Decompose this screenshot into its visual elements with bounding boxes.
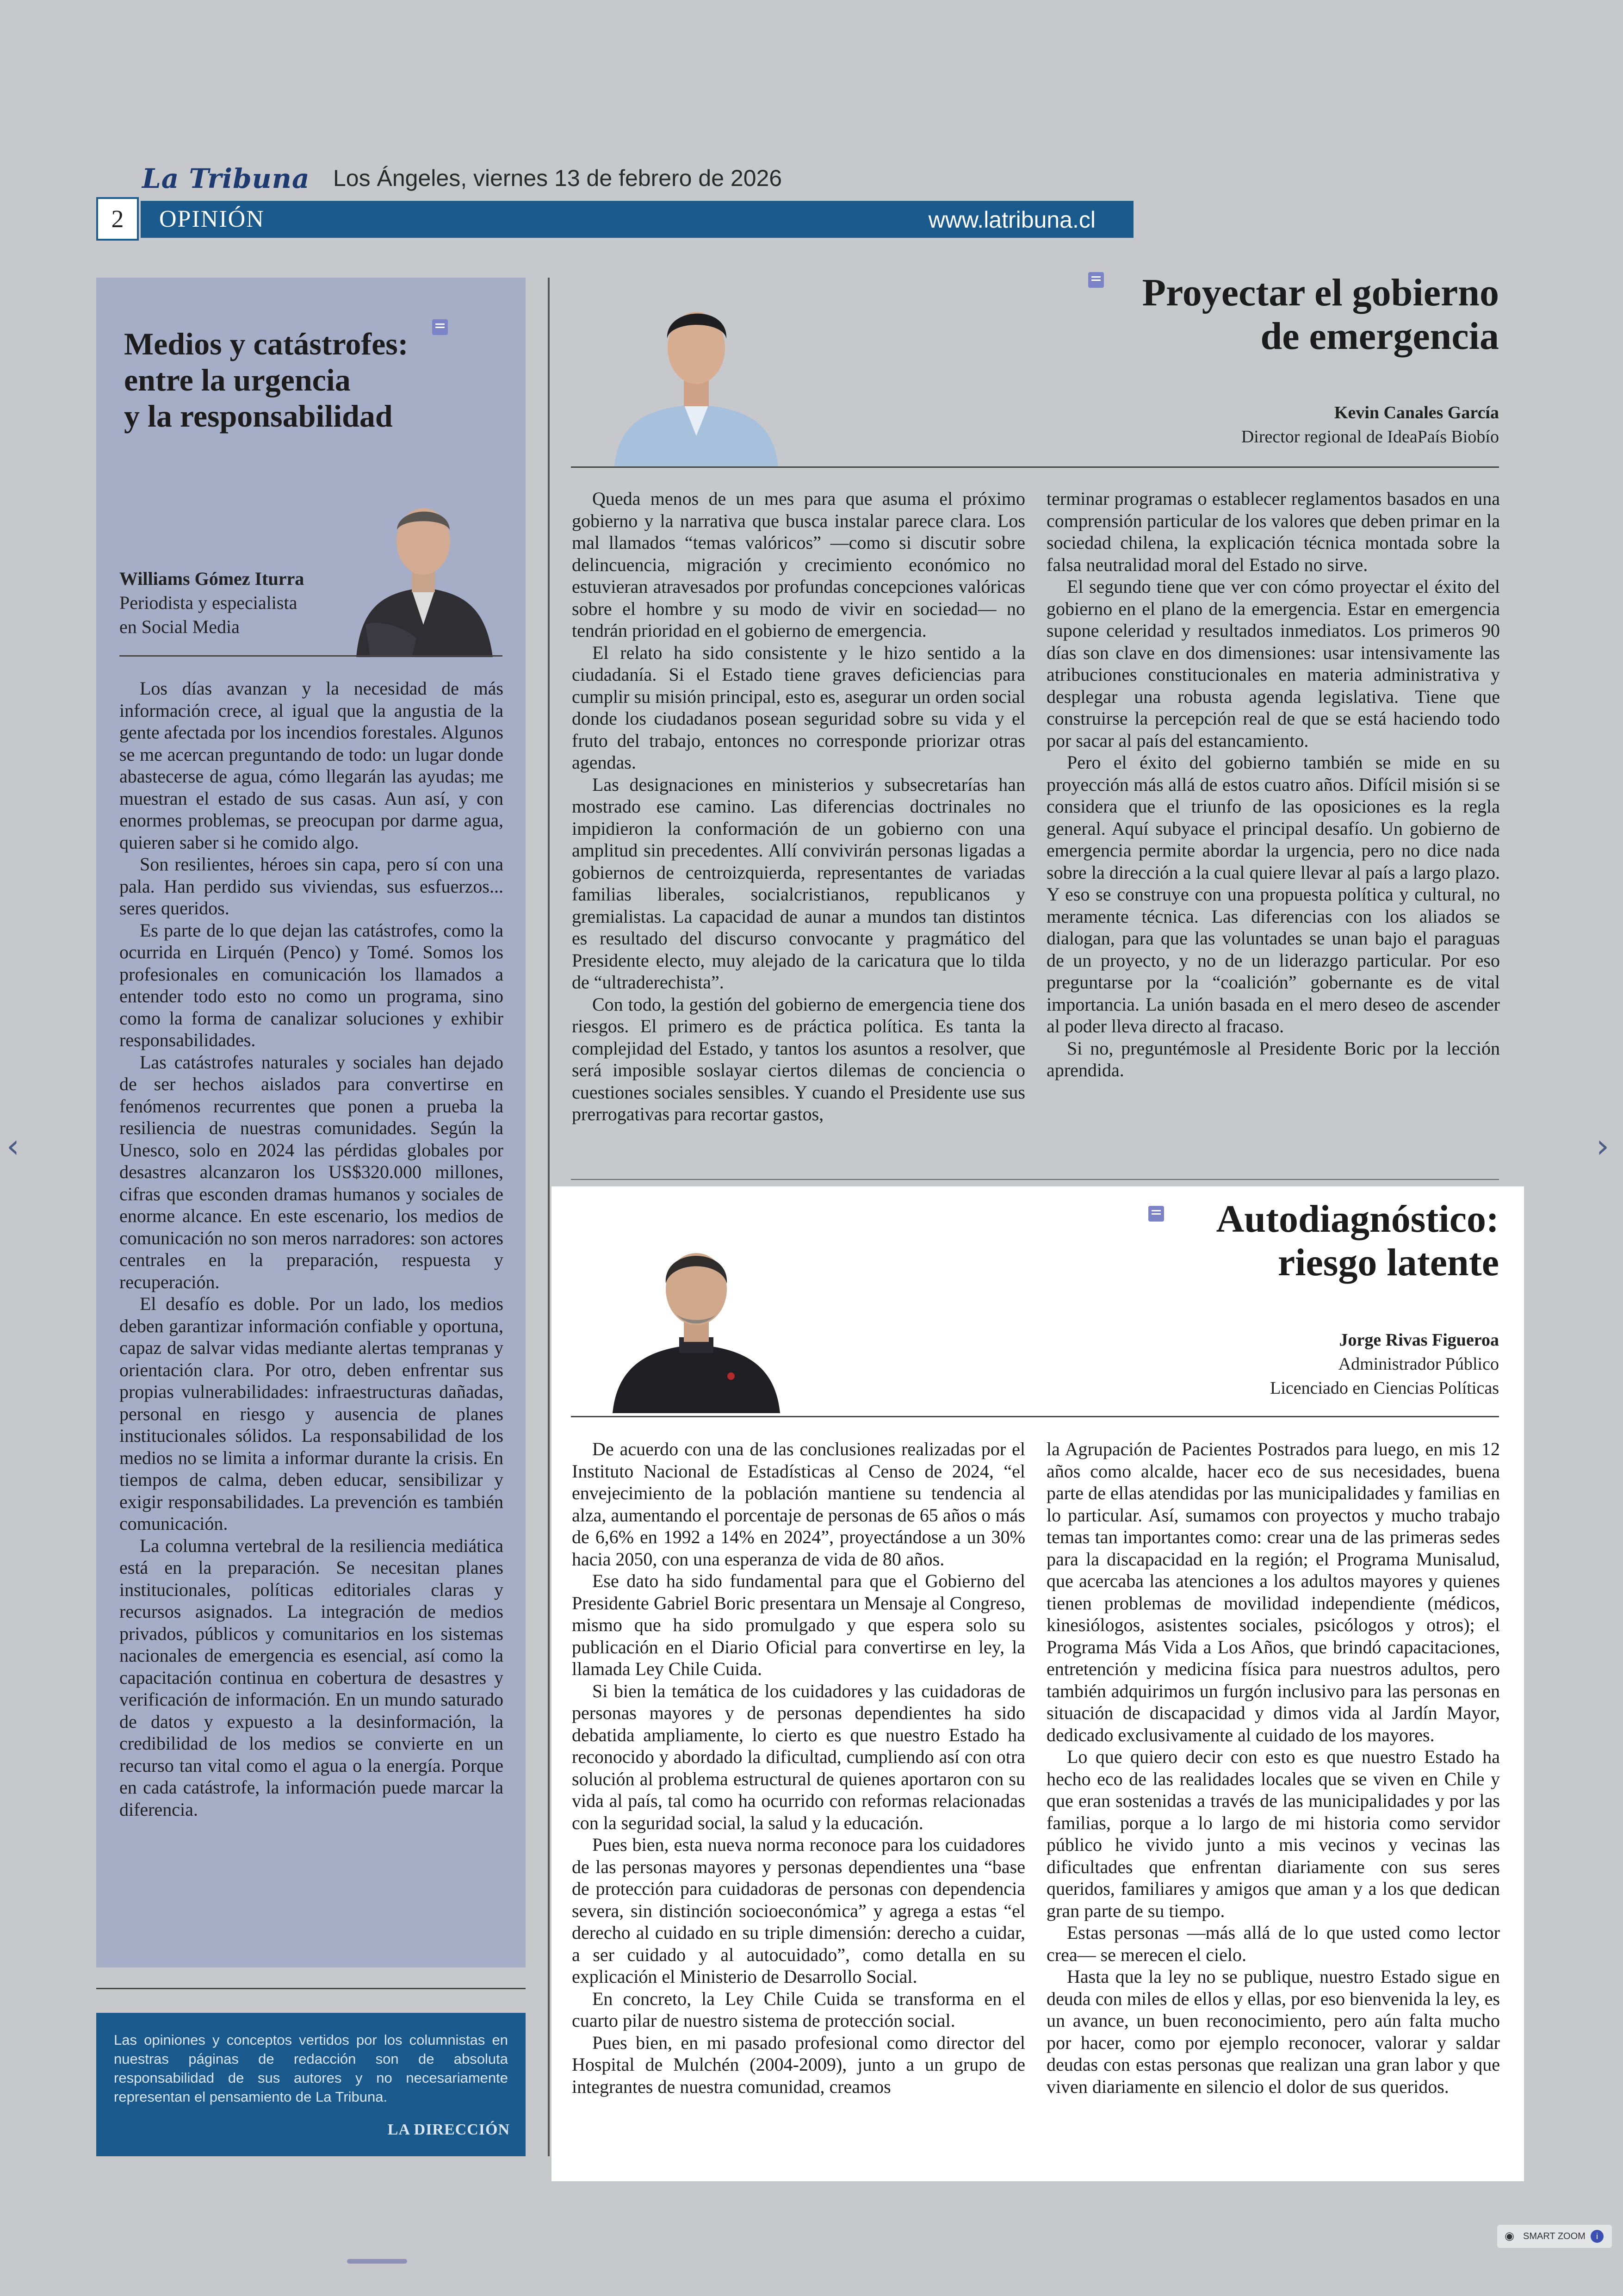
author-role: Administrador Público bbox=[1338, 1354, 1499, 1374]
eye-icon: ◉ bbox=[1505, 2229, 1514, 2242]
bottom-article-byline bbox=[1064, 1328, 1499, 1400]
smart-zoom-label: SMART ZOOM bbox=[1523, 2231, 1586, 2241]
author-name: Williams Gómez Iturra bbox=[119, 568, 304, 589]
author-role: Director regional de IdeaPaís Biobío bbox=[1241, 427, 1499, 447]
author-photo bbox=[610, 283, 783, 466]
section-title: OPINIÓN bbox=[159, 206, 265, 232]
disclaimer-signature: LA DIRECCIÓN bbox=[387, 2121, 510, 2138]
bottom-article-column-2: la Agrupación de Pacientes Postrados para luego, en mis 12 años como alcalde, hacer eco de sus necesidades, buena parte de ellas atendidas por las municipalidades y familias en lo particular. Así, sumamos con proyectos y mucho trabajo temas tan importantes como: crear una de las primeras sedes para la discapacidad en la región; el Programa Munisalud, que acercaba las atenciones a los adultos mayores y quienes tienen problemas de movilidad independiente (médicos, kinesiólogos, asistentes sociales, psicólogos y otros); el Programa Más Vida a Los Años, que brindó capacitaciones, entretención y medicina física para nuestros adultos, pero también adquirimos un furgón inclusivo para las personas en situación de discapacidad y dimos vida al Jardín Mayor, dedicado exclusivamente al cuidado de los mayores. Lo que quiero decir con esto es que nuestro Estado ha hecho eco de las realidades locales que se viven en Chile y que eran sostenidas a través de las municipalidades y por las familias, porque a lo largo de mi historia como servidor público he vivido junto a mis vecinos y vecinas las dificultades que enfrentan diariamente con sus seres queridos, familiares y amigos que aman y a los que dedican gran parte de su tiempo. Estas personas —más allá de lo que usted como lector crea— se merecen el cielo. Hasta que la ley no se publique, nuestro Estado sigue en deuda con miles de ellos y ellas, por eso bienvenida la ley, es un avance, un buen reconocimiento, pero aún falta mucho por hacer, como por ejemplo reconocer, valorar y saldar deudas con estas personas que realizan una gran labor y que viven diariamente en silencio el dolor de sus queridos. bbox=[1047, 1439, 1500, 2097]
disclaimer-text: Las opiniones y conceptos vertidos por los columnistas en nuestras páginas de redacción son de absoluta responsabilidad de sus autores y no necesariamente representan el pensamiento de La Tribuna. bbox=[114, 2032, 508, 2105]
smart-zoom-button[interactable] bbox=[1497, 2225, 1612, 2248]
divider bbox=[96, 1988, 526, 1989]
page-scrollbar[interactable] bbox=[347, 2259, 407, 2264]
top-article-column-2: terminar programas o establecer reglamentos basados en una comprensión particular de los valores que deben primar en la sociedad chilena, la explicación técnica montada sobre la falsa neutralidad moral del Estado no sirve. El segundo tiene que ver con cómo proyectar el éxito del gobierno en el plano de la emergencia. Estar en emergencia supone celeridad y resultados inmediatos. Los primeros 90 días son clave en dos dimensiones: usar intensivamente las atribuciones constitucionales en materia administrativa y desplegar una robusta agenda legislativa. Tiene que construirse la percepción real de que se está haciendo todo por sacar al país del estancamiento. Pero el éxito del gobierno también se mide en su proyección más allá de estos cuatro años. Difícil misión si se considera que el triunfo de las oposiciones es la regla general. Aquí subyace el principal desafío. Un gobierno de emergencia permite abordar la urgencia, pero no dice nada sobre la dirección a la cual quiere llevar al país a largo plazo. Y eso se construye con una propuesta política y cultural, no meramente técnica. Las diferencias con los aliados se dialogan, para que las voluntades se unan bajo el paraguas de un proyecto, y no de un liderazgo particular. Por eso preguntarse por la “coalición” gobernante es de vital importancia. La unión basada en el mero deseo de ascender al poder lleva directo al fracaso. Si no, preguntémosle al Presidente Boric por la lección aprendida. bbox=[1047, 488, 1500, 1080]
previous-page-icon[interactable]: ‹ bbox=[6, 1127, 19, 1165]
next-page-icon[interactable]: › bbox=[1596, 1127, 1609, 1165]
divider bbox=[119, 655, 502, 657]
left-article-byline bbox=[119, 567, 304, 639]
section-header bbox=[96, 197, 1096, 241]
author-photo bbox=[347, 486, 500, 657]
author-role: en Social Media bbox=[119, 616, 240, 637]
divider bbox=[571, 1179, 1499, 1180]
divider bbox=[571, 466, 1499, 468]
top-article-column-1: Queda menos de un mes para que asuma el próximo gobierno y la narrativa que busca instalar parece clara. Los mal llamados “temas valóricos” —como si discutir sobre delincuencia, migración y crecimiento económico no estuvieran atravesados por profundas concepciones valóricas sobre el hombre y su modo de vivir en sociedad— no tendrán prioridad en el gobierno de emergencia. El relato ha sido consistente y le hizo sentido a la ciudadanía. Si el Estado tiene graves deficiencias para cumplir su misión principal, esto es, asegurar un orden social donde los ciudadanos posean seguridad sobre su vida y el fruto del trabajo, entonces no corresponde priorizar otras agendas. Las designaciones en ministerios y subsecretarías han mostrado ese camino. Las diferencias doctrinales no impidieron la conformación de un gobierno con una amplitud sin precedentes. Allí convivirán personas ligadas a gobiernos de centroizquierda, representantes de variadas familias liberales, socialcristianos, republicanos y gremialistas. La capacidad de aunar a mundos tan distintos es resultado del discurso convocante y pragmático del Presidente electo, muy alejado de la caricatura que lo tilda de “ultraderechista”. Con todo, la gestión del gobierno de emergencia tiene dos riesgos. El primero es de práctica política. Es tanta la complejidad del Estado, y tantos los asuntos a resolver, que será imposible soslayar ciertos dilemas de conciencia o cuestiones sociales sensibles. Y cuando el Presidente use sus prerrogativas para recortar gastos, bbox=[572, 488, 1025, 1124]
section-bar bbox=[141, 201, 1134, 238]
author-role: Licenciado en Ciencias Políticas bbox=[1270, 1378, 1499, 1398]
author-name: Kevin Canales García bbox=[1334, 403, 1499, 422]
website-link[interactable]: www.latribuna.cl bbox=[928, 207, 1096, 233]
author-photo bbox=[610, 1228, 783, 1413]
left-article-body: Los días avanzan y la necesidad de más información crece, al igual que la angustia de la gente afectada por los incendios forestales. Algunos se me acercan preguntando de todo: un lugar donde abastecerse de agua, cómo llegarán las ayudas; me muestran el estado de sus casas. Aun así, y con enormes problemas, se preocupan por darme agua, quieren saber si he comido algo. Son resilientes, héroes sin capa, pero sí con una pala. Han perdido sus viviendas, sus esfuerzos... seres queridos. Es parte de lo que dejan las catástrofes, como la ocurrida en Lirquén (Penco) y Tomé. Somos los profesionales en comunicación los llamados a entender todo esto no como un programa, sino como la forma de canalizar soluciones y exhibir responsabilidades. Las catástrofes naturales y sociales han dejado de ser hechos aislados para convertirse en fenómenos recurrentes que ponen a prueba la resiliencia de nuestras comunidades. Según la Unesco, solo en 2024 las pérdidas globales por desastres alcanzaron los US$320.000 millones, cifras que esconden dramas humanos y sociales de enorme alcance. En este escenario, los medios de comunicación no son meros narradores: son actores centrales en la preparación, respuesta y recuperación. El desafío es doble. Por un lado, los medios deben garantizar información confiable y oportuna, capaz de salvar vidas mediante alertas tempranas y orientación clara. Por otro, deben enfrentar sus propias vulnerabilidades: infraestructuras dañadas, personal en riesgo y ausencia de planes institucionales sólidos. La responsabilidad de los medios no se limita a informar durante la crisis. En tiempos de calma, deben educar, sensibilizar y exigir responsabilidades. La prevención es también comunicación. La columna vertebral de la resiliencia mediática está en la preparación. Se necesitan planes institucionales, políticas editoriales claras y recursos asignados. La integración de medios privados, públicos y comunitarios en los sistemas nacionales de emergencia es esencial, así como la capacitación continua en cobertura de desastres y verificación de información. En un mundo saturado de datos y expuesto a la desinformación, la credibilidad de los medios se convierte en un recurso tan vital como el agua o la energía. Porque en cada catástrofe, la información puede marcar la diferencia. bbox=[119, 678, 503, 1820]
page-number: 2 bbox=[96, 197, 139, 241]
dateline: Los Ángeles, viernes 13 de febrero de 2026 bbox=[333, 165, 782, 191]
editorial-disclaimer bbox=[96, 2013, 526, 2156]
bottom-article-title: Autodiagnóstico: riesgo latente bbox=[1216, 1198, 1499, 1284]
column-rule bbox=[548, 278, 550, 2156]
author-role: Periodista y especialista bbox=[119, 592, 297, 613]
top-article-title: Proyectar el gobierno de emergencia bbox=[1142, 271, 1499, 358]
zoom-info-badge: i bbox=[1591, 2230, 1604, 2243]
left-article-title: Medios y catástrofes: entre la urgencia y la responsabilidad bbox=[124, 326, 409, 434]
divider bbox=[571, 1416, 1499, 1417]
bottom-article-column-1: De acuerdo con una de las conclusiones realizadas por el Instituto Nacional de Estadísticas al Censo de 2024, “el envejecimiento de la población mantiene su tendencia al alza, aumentando el porcentaje de personas de 65 años o más de 6,6% en 1992 a 14% en 2024”, proyectándose a un 30% hacia 2050, con una esperanza de vida de 80 años. Ese dato ha sido fundamental para que el Gobierno del Presidente Gabriel Boric presentara un Mensaje al Congreso, mismo que ha sido promulgado y que espera solo su publicación en el Diario Oficial para convertirse en ley, la llamada Ley Chile Cuida. Si bien la temática de los cuidadores y las cuidadoras de personas mayores y de personas dependientes ha sido debatida ampliamente, lo cierto es que nuestro Estado ha reconocido y abordado la dificultad, cumpliendo así con otra solución al problema estructural de quienes aportaron con su vida al país, tal como ha ocurrido con reformas relacionadas con la seguridad social, la salud y la educación. Pues bien, esta nueva norma reconoce para los cuidadores de las personas mayores y personas dependientes una “base de protección para cuidadoras de personas con dependencia severa, sin distinción socioeconómica” y agrega a estas “el derecho al cuidado en su triple dimensión: derecho a cuidar, a ser cuidado y al autocuidado”, como detalla en su explicación el Ministerio de Desarrollo Social. En concreto, la Ley Chile Cuida se transforma en el cuarto pilar de nuestro sistema de protección social. Pues bien, en mi pasado profesional como director del Hospital de Mulchén (2004-2009), junto a un grupo de integrantes de nuestra comunidad, creamos bbox=[572, 1439, 1025, 2097]
author-name: Jorge Rivas Figueroa bbox=[1339, 1330, 1499, 1350]
top-article-byline bbox=[1064, 401, 1499, 449]
newspaper-logo: La Tribuna bbox=[142, 163, 310, 194]
